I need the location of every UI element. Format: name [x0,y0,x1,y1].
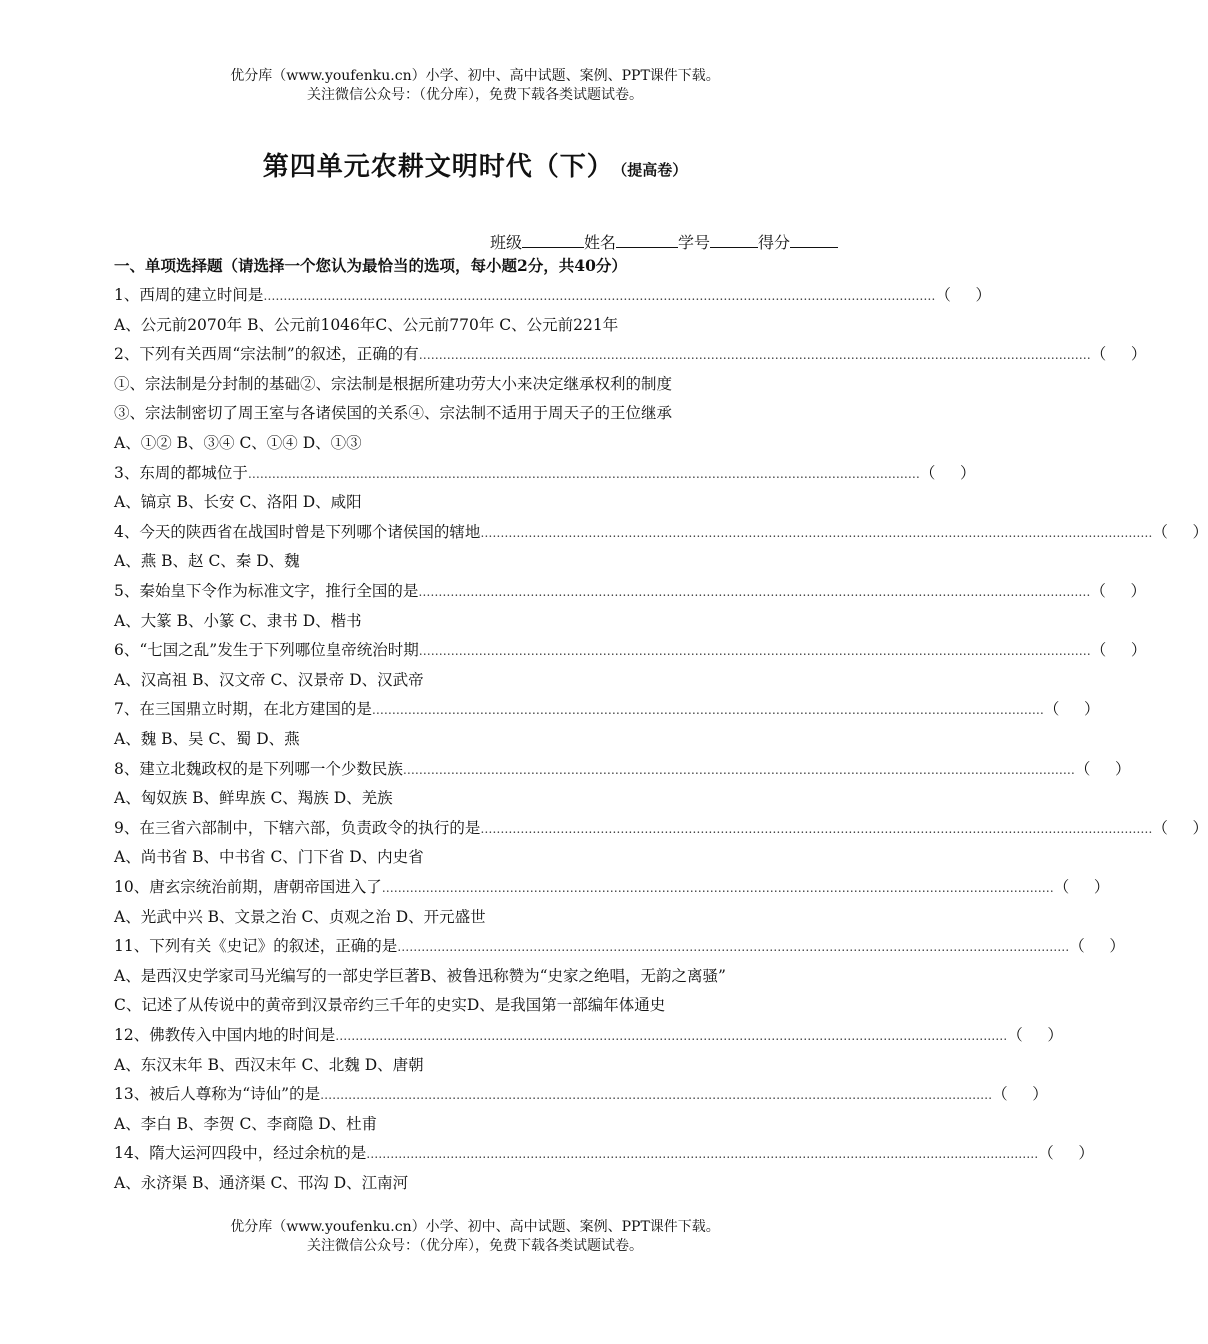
class-blank[interactable] [522,233,584,248]
leader-dots: …………………………………………………………………………………………………………………………………………………… [263,289,936,303]
question-text: 8、建立北魏政权的是下列哪一个少数民族 [114,759,403,778]
header-line-2: 关注微信公众号：（优分库），免费下载各类试题试卷。 [307,87,643,103]
question-2-option-line: ①、宗法制是分封制的基础②、宗法制是根据所建功劳大小来决定继承权利的制度 [114,374,673,393]
leader-dots: …………………………………………………………………………………………………………………………………………………… [418,644,1091,659]
question-6-option-line: A、汉高祖 B、汉文帝 C、汉景帝 D、汉武帝 [114,670,424,689]
page-title: 第四单元农耕文明时代（下） [262,152,614,182]
question-14-option-line: A、永济渠 B、通济渠 C、邗沟 D、江南河 [114,1174,409,1192]
question-text: 2、下列有关西周“宗法制”的叙述，正确的有 [114,345,419,364]
question-3-option-line: A、镐京 B、长安 C、洛阳 D、咸阳 [114,493,362,512]
question-text: 11、下列有关《史记》的叙述，正确的是 [114,937,398,956]
answer-bracket[interactable]: （ ） [1053,878,1110,896]
question-9 [114,818,1208,839]
leader-dots: …………………………………………………………………………………………………………………………………………………… [320,1088,993,1103]
question-10 [114,877,1110,898]
question-text: 6、“七国之乱”发生于下列哪位皇帝统治时期 [114,641,419,660]
question-7 [114,699,1100,720]
question-2-option-line: ③、宗法制密切了周王室与各诸侯国的关系④、宗法制不适用于周天子的王位继承 [114,404,673,423]
question-1 [114,285,992,306]
leader-dots: …………………………………………………………………………………………………………………………………………………… [335,1029,1008,1043]
score-label: 得分 [757,233,790,252]
name-blank[interactable] [616,233,678,248]
answer-bracket[interactable]: （ ） [1152,522,1208,541]
question-12 [114,1025,1063,1046]
answer-bracket[interactable]: （ ） [992,1085,1048,1104]
question-4 [114,522,1208,543]
question-13 [114,1084,1048,1105]
answer-bracket[interactable]: （ ） [919,463,976,482]
answer-bracket[interactable]: （ ） [1090,641,1147,660]
answer-bracket[interactable]: （ ） [1038,1144,1094,1163]
answer-bracket[interactable]: （ ） [935,286,992,304]
answer-bracket[interactable]: （ ） [1043,700,1100,719]
leader-dots: …………………………………………………………………………………………………………………………………………………… [371,703,1044,718]
answer-bracket[interactable]: （ ） [1152,818,1208,837]
leader-dots: …………………………………………………………………………………………………………………………………………………… [366,1147,1039,1162]
answer-bracket[interactable]: （ ） [1090,582,1147,600]
question-text: 5、秦始皇下令作为标准文字，推行全国的是 [114,582,419,600]
number-blank[interactable] [710,233,758,248]
question-14 [114,1143,1094,1164]
question-13-option-line: A、李白 B、李贺 C、李商隐 D、杜甫 [114,1114,378,1133]
question-11 [114,936,1125,957]
question-4-option-line: A、燕 B、赵 C、秦 D、魏 [114,552,300,571]
class-label: 班级 [489,233,522,252]
question-text: 14、隋大运河四段中，经过余杭的是 [114,1144,367,1163]
section-heading: 一、单项选择题（请选择一个您认为最恰当的选项，每小题2分，共40分） [114,256,627,275]
name-label: 姓名 [583,233,616,252]
footer-line-1: 优分库（www.youfenku.cn）小学、初中、高中试题、案例、PPT课件下载。 [230,1219,720,1235]
question-3 [114,463,976,484]
question-text: 13、被后人尊称为“诗仙”的是 [114,1085,321,1104]
answer-bracket[interactable]: （ ） [1074,759,1131,778]
question-11-option-line: A、是西汉史学家司马光编写的一部史学巨著B、被鲁迅称赞为“史家之绝唱，无韵之离骚” [114,966,726,985]
question-7-option-line: A、魏 B、吴 C、蜀 D、燕 [114,730,300,748]
title-row [0,146,950,183]
question-text: 7、在三国鼎立时期，在北方建国的是 [114,700,372,719]
question-9-option-line: A、尚书省 B、中书省 C、门下省 D、内史省 [114,848,424,867]
question-11-option-line: C、记述了从传说中的黄帝到汉景帝约三千年的史实D、是我国第一部编年体通史 [114,996,666,1015]
leader-dots: …………………………………………………………………………………………………………………………………………………… [381,881,1054,895]
question-text: 12、佛教传入中国内地的时间是 [114,1026,336,1044]
answer-bracket[interactable]: （ ） [1007,1026,1063,1044]
answer-bracket[interactable]: （ ） [1069,937,1125,956]
leader-dots: …………………………………………………………………………………………………………………………………………………… [480,525,1153,540]
question-text: 4、今天的陕西省在战国时曾是下列哪个诸侯国的辖地 [114,522,481,541]
question-8 [114,759,1131,780]
leader-dots: …………………………………………………………………………………………………………………………………………………… [397,940,1070,955]
question-1-option-line: A、公元前2070年 B、公元前1046年C、公元前770年 C、公元前221年 [114,315,619,334]
question-2-option-line: A、①② B、③④ C、①④ D、①③ [114,434,362,452]
number-label: 学号 [677,233,710,252]
question-5 [114,581,1147,602]
question-10-option-line: A、光武中兴 B、文景之治 C、贞观之治 D、开元盛世 [114,907,486,926]
question-6 [114,640,1147,661]
answer-bracket[interactable]: （ ） [1090,345,1147,364]
leader-dots: …………………………………………………………………………………………………………………………………………………… [247,466,920,481]
leader-dots: …………………………………………………………………………………………………………………………………………………… [480,821,1153,836]
question-text: 1、西周的建立时间是 [114,286,264,304]
question-8-option-line: A、匈奴族 B、鲜卑族 C、羯族 D、羌族 [114,789,393,808]
page-subtitle: （提高卷） [619,161,688,179]
question-text: 9、在三省六部制中，下辖六部，负责政令的执行的是 [114,818,481,837]
leader-dots: …………………………………………………………………………………………………………………………………………………… [418,585,1091,599]
leader-dots: …………………………………………………………………………………………………………………………………………………… [418,348,1091,363]
question-2 [114,344,1147,365]
student-info [490,230,838,253]
leader-dots: …………………………………………………………………………………………………………………………………………………… [402,762,1075,777]
question-text: 10、唐玄宗统治前期，唐朝帝国进入了 [114,878,382,896]
question-12-option-line: A、东汉末年 B、西汉末年 C、北魏 D、唐朝 [114,1055,424,1074]
footer-line-2: 关注微信公众号：（优分库），免费下载各类试题试卷。 [307,1238,643,1254]
question-5-option-line: A、大篆 B、小篆 C、隶书 D、楷书 [114,611,362,630]
question-text: 3、东周的都城位于 [114,463,248,482]
score-blank[interactable] [790,233,838,248]
header-line-1: 优分库（www.youfenku.cn）小学、初中、高中试题、案例、PPT课件下载。 [230,68,720,84]
